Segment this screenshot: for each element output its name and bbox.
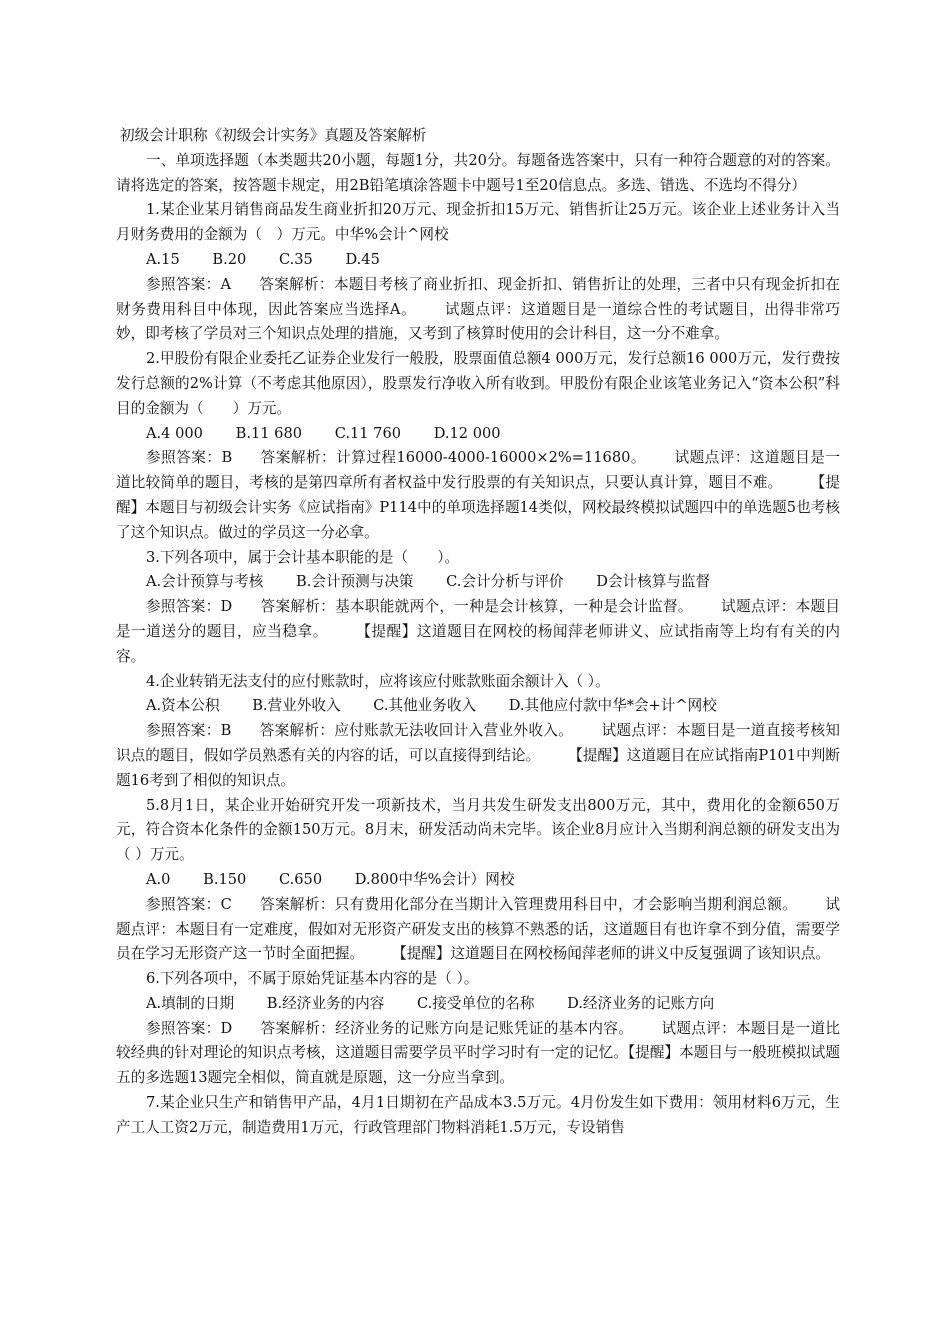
option-d: D.800中华%会计）网校 [354,870,515,888]
question-2-stem: 2.甲股份有限企业委托乙证券企业发行一般股，股票面值总额4 000万元，发行总额16 000万元，发行费按发行总额的2%计算（不考虑其他原因），股票发行净收入所有收到。甲股份有限企业该笔业务记入“资本公积”科目的金额为（ ）万元。 [116,350,840,417]
option-c: C.其他业务收入 [373,697,477,715]
option-c: C.11 760 [334,424,402,442]
answer-text: 参照答案：C [146,895,232,913]
option-b: B.11 680 [235,424,303,442]
option-b: B.20 [212,250,247,268]
option-c: C.会计分析与评价 [446,573,564,591]
option-c: C.35 [278,250,313,268]
question-3-options [116,570,840,595]
option-a: A.填制的日期 [146,994,235,1012]
option-a: A.资本公积 [146,697,220,715]
question-6-explanation [116,1017,840,1091]
question-3-stem: 3.下列各项中，属于会计基本职能的是（ ）。 [146,548,460,566]
question-2-explanation [116,446,840,545]
question-7-stem: 7.某企业只生产和销售甲产品，4月1日期初在产品成本3.5万元。4月份发生如下费用：领用材料6万元，生产工人工资2万元，制造费用1万元，行政管理部门物料消耗1.5万元，专设销售 [116,1094,840,1136]
comment-text: 试题点评：这道题目是一道比较简单的题目，考核的是第四章所有者权益中发行股票的有关知识点，只要认真计算，题目不难。 [116,449,840,492]
answer-text: 参照答案：A [146,275,232,293]
option-b: B.会计预测与决策 [295,573,414,591]
analysis-text: 答案解析：应付账款无法收回计入营业外收入。 [259,722,574,740]
answer-text: 参照答案：D [146,1019,233,1037]
comment-text: 试题点评：本题目是一道比较经典的针对理论的知识点考核，这道题目需要学员平时学习时有一定的记忆。 [116,1019,840,1062]
reminder-text: 【提醒】这道题目在应试指南P101中判断题16考到了相似的知识点。 [116,746,840,789]
question-2-options [116,422,840,447]
answer-text: 参照答案：B [146,722,232,740]
analysis-text: 答案解析：基本职能就两个，一种是会计核算，一种是会计监督。 [260,598,693,616]
option-a: A.会计预算与考核 [146,573,264,591]
analysis-text: 答案解析：经济业务的记账方向是记账凭证的基本内容。 [260,1019,634,1037]
question-5-options [116,868,840,893]
option-c: C.接受单位的名称 [416,994,535,1012]
question-5-explanation [116,893,840,967]
question-1-options [116,248,840,273]
analysis-text: 答案解析：只有费用化部分在当期计入管理费用科目中，才会影响当期利润总额。 [259,895,798,913]
section-intro: 一、单项选择题（本类题共20小题，每题1分，共20分。每题备选答案中，只有一种符合题意的对的答案。请将选定的答案，按答题卡规定，用2B铅笔填涂答题卡中题号1至20信息点。多选、错选、不选均不得分） [116,151,840,194]
question-3-explanation [116,595,840,669]
option-a: A.15 [146,250,180,268]
question-1-stem: 1.某企业某月销售商品发生商业折扣20万元、现金折扣15万元、销售折让25万元。该企业上述业务计入当月财务费用的金额为（ ）万元。中华%会计^网校 [116,201,840,244]
question-4-explanation [116,719,840,793]
reminder-text: 【提醒】这道题目在网校杨闻萍老师的讲义中反复强调了该知识点。 [392,945,830,963]
option-c: C.650 [278,870,323,888]
question-5-stem: 5.8月1日，某企业开始研究开发一项新技术，当月共发生研发支出800万元，其中，费用化的金额650万元，符合资本化条件的金额150万元。8月末，研发活动尚未完毕。该企业8月应计入当期利润总额的研发支出为（ ）万元。 [116,796,840,864]
option-d: D.其他应付款中华*会+计^网校 [508,697,717,715]
question-4-stem: 4.企业转销无法支付的应付账款时，应将该应付账款账面余额计入（ ）。 [146,672,610,690]
answer-text: 参照答案：D [146,598,233,616]
question-1-explanation [116,273,840,347]
option-d: D.12 000 [433,424,501,442]
option-a: A.0 [146,870,171,888]
document-title: 初级会计职称《初级会计实务》真题及答案解析 [120,127,427,144]
option-b: B.营业外收入 [252,697,341,715]
option-b: B.150 [203,870,247,888]
answer-text: 参照答案：B [146,449,233,467]
reminder-text: 【提醒】本题目与一般班模拟试题五的多选题13题完全相似，简直就是原题，这一分应当拿到。 [116,1044,841,1087]
reminder-text: 【提醒】这道题目在网校的杨闻萍老师讲义、应试指南等上均有有关的内容。 [116,622,840,665]
option-b: B.经济业务的内容 [266,994,385,1012]
option-d: D.经济业务的记账方向 [567,994,715,1012]
question-4-options [116,694,840,719]
analysis-text: 答案解析：本题目考核了商业折扣、现金折扣、销售折让的处理，三者中只有现金折扣在财务费用科目中体现，因此答案应当选择A。 [116,275,840,318]
document-body [116,124,840,1141]
option-d: D.45 [345,250,380,268]
comment-text: 试题点评：本题目是一道送分的题目，应当稳拿。 [116,598,840,640]
reminder-text: 【提醒】本题目与初级会计实务《应试指南》P114中的单项选择题14类似，网校最终模拟试题四中的单选题5也考核了这个知识点。做过的学员这一分必拿。 [116,474,840,541]
comment-text: 试题点评：本题目有一定难度，假如对无形资产研发支出的核算不熟悉的话，这道题目有也许拿不到分值，需要学员在学习无形资产这一节时全面把握。 [116,895,840,963]
comment-text: 试题点评：这道题目是一道综合性的考试题目，出得非常巧妙，即考核了学员对三个知识点处理的措施，又考到了核算时使用的会计科目，这一分不难拿。 [116,300,840,343]
question-6-stem: 6.下列各项中，不属于原始凭证基本内容的是（ ）。 [146,970,479,988]
option-d: D会计核算与监督 [596,573,711,591]
comment-text: 试题点评：本题目是一道直接考核知识点的题目，假如学员熟悉有关的内容的话，可以直接得到结论。 [116,722,840,764]
analysis-text: 答案解析：计算过程16000-4000-16000×2%=11680。 [260,449,646,467]
option-a: A.4 000 [146,424,203,442]
question-6-options [116,992,840,1017]
